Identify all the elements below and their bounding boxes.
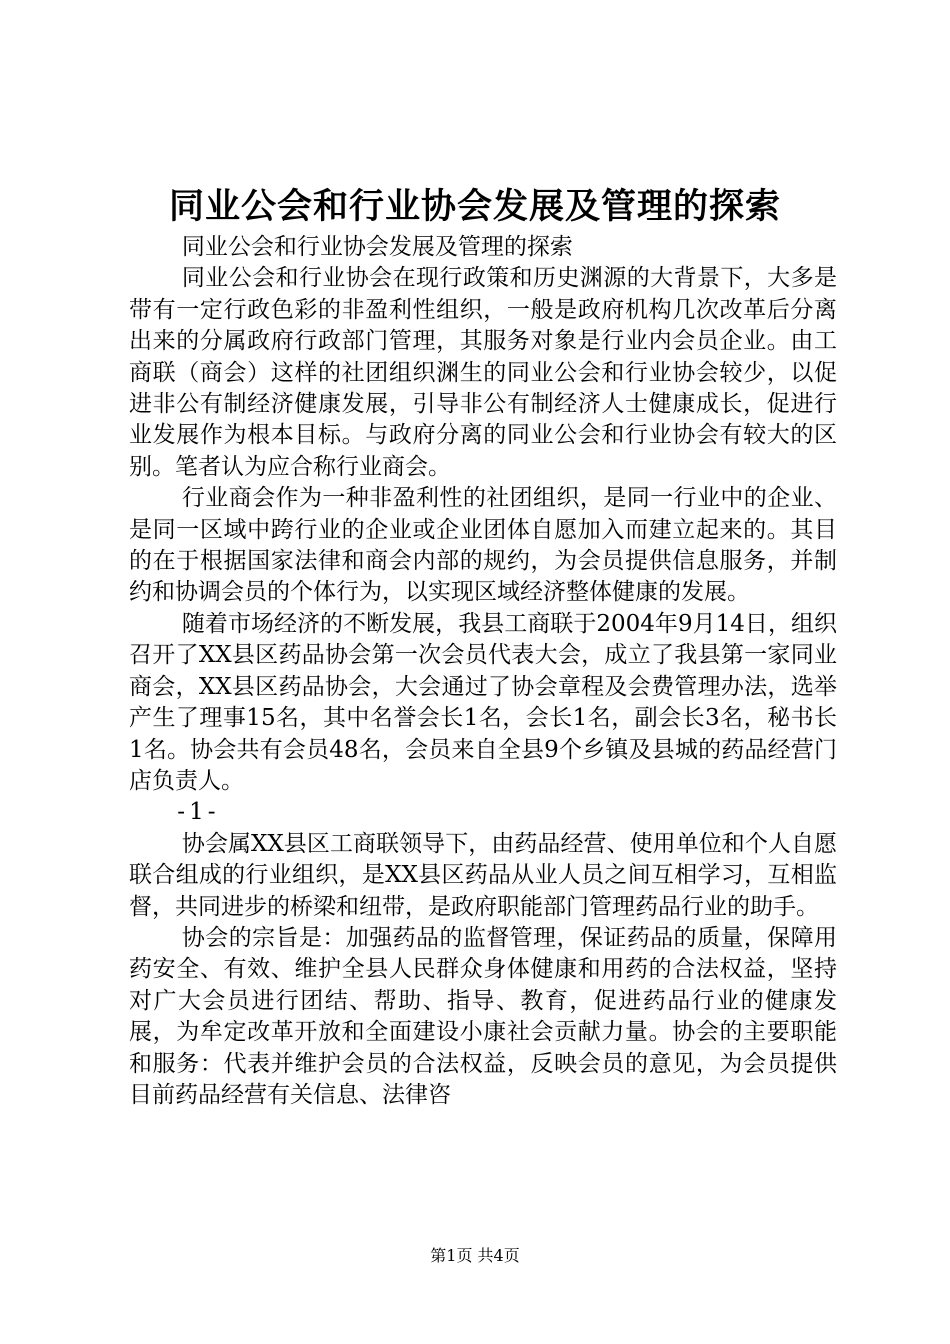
body-paragraph: 随着市场经济的不断发展，我县工商联于2004年9月14日，组织召开了XX县区药品协会第一次会员代表大会，成立了我县第一家同业商会，XX县区药品协会，大会通过了协会章程及会费管理办法，选举产生了理事15名，其中名誉会长1名，会长1名，副会长3名，秘书长1名。协会共有会员48名，会员来自全县9个乡镇及县城的药品经营门店负责人。 bbox=[129, 610, 837, 794]
page-footer: 第1页 共4页 bbox=[430, 1246, 520, 1265]
body-paragraph: 行业商会作为一种非盈利性的社团组织，是同一行业中的企业、是同一区域中跨行业的企业或企业团体自愿加入而建立起来的。其目的在于根据国家法律和商会内部的规约，为会员提供信息服务，并制约和协调会员的个体行为，以实现区域经济整体健康的发展。 bbox=[129, 485, 837, 606]
document-body bbox=[129, 232, 837, 1111]
subtitle-paragraph: 同业公会和行业协会发展及管理的探索 bbox=[181, 234, 573, 260]
body-paragraph: 协会属XX县区工商联领导下，由药品经营、使用单位和个人自愿联合组成的行业组织，是XX县区药品从业人员之间互相学习，互相监督，共同进步的桥梁和纽带，是政府职能部门管理药品行业的助手。 bbox=[129, 830, 837, 920]
document-title: 同业公会和行业协会发展及管理的探索 bbox=[168, 186, 781, 227]
body-paragraph: 同业公会和行业协会在现行政策和历史渊源的大背景下，大多是带有一定行政色彩的非盈利性组织，一般是政府机构几次改革后分离出来的分属政府行政部门管理，其服务对象是行业内会员企业。由工商联（商会）这样的社团组织渊生的同业公会和行业协会较少，以促进非公有制经济健康发展，引导非公有制经济人士健康成长，促进行业发展作为根本目标。与政府分离的同业公会和行业协会有较大的区别。笔者认为应合称行业商会。 bbox=[129, 265, 837, 480]
inline-page-number: -1- bbox=[177, 799, 220, 826]
body-paragraph: 协会的宗旨是：加强药品的监督管理，保证药品的质量，保障用药安全、有效、维护全县人民群众身体健康和用药的合法权益，坚持对广大会员进行团结、帮助、指导、教育，促进药品行业的健康发展，为牟定改革开放和全面建设小康社会贡献力量。协会的主要职能和服务：代表并维护会员的合法权益，反映会员的意见，为会员提供目前药品经营有关信息、法律咨 bbox=[129, 924, 837, 1108]
